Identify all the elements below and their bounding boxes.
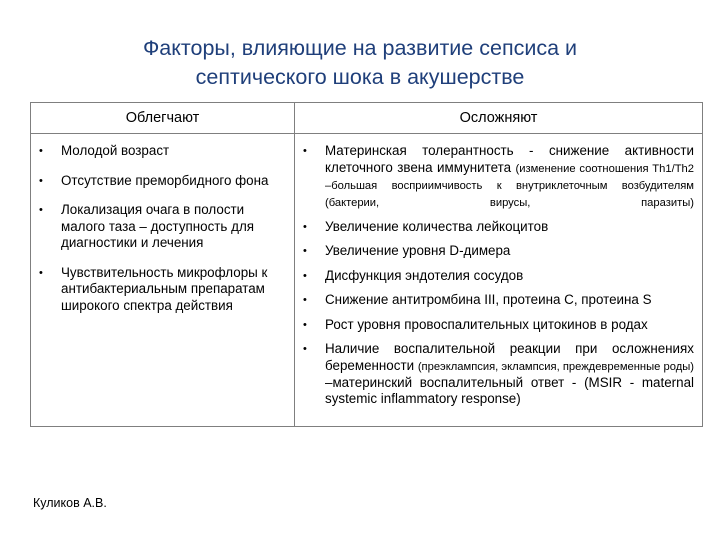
list-item <box>37 265 286 315</box>
author-credit: Куликов А.В. <box>33 496 107 510</box>
list-item <box>37 202 286 252</box>
list-item <box>301 143 694 211</box>
factor-text: Локализация очага в полости малого таза – доступность для диагностики и лечения <box>61 202 255 250</box>
factor-text: Чувствительность микрофлоры к антибактериальным препаратам широкого спектра действия <box>61 264 268 313</box>
factor-note: (преэклампсия, эклампсия, преждевременные роды) <box>417 360 694 373</box>
bullet-icon: • <box>303 145 307 157</box>
facilitating-factors-list <box>31 134 294 337</box>
title-line-2: септического шока в акушерстве <box>195 65 525 89</box>
header-facilitate: Облегчают <box>31 103 295 134</box>
factor-text: Увеличение количества лейкоцитов <box>325 218 549 234</box>
factor-tail: –материнский воспалительный ответ - (MSIR - maternal systemic inflammatory response) <box>325 374 694 406</box>
slide-title <box>20 34 700 92</box>
bullet-icon: • <box>303 220 307 233</box>
list-item <box>301 243 694 260</box>
bullet-icon: • <box>303 343 307 355</box>
factor-text: Молодой возраст <box>61 143 170 158</box>
list-item <box>301 268 694 285</box>
bullet-icon: • <box>303 269 307 282</box>
bullet-icon: • <box>39 174 43 187</box>
bullet-icon: • <box>303 318 307 331</box>
list-item <box>301 219 694 236</box>
list-item <box>301 317 694 334</box>
factor-note: (изменение соотношения Th1/Th2 –большая восприимчивость к внутриклеточным возбудителям (бактерии, вирусы, паразиты) <box>325 162 694 209</box>
facilitating-factors-cell <box>31 134 295 427</box>
list-item <box>37 143 286 160</box>
factor-text: Отсутствие преморбидного фона <box>61 172 269 188</box>
bullet-icon: • <box>303 294 307 306</box>
factor-text: Увеличение уровня D-димера <box>325 243 511 258</box>
factor-text: Дисфункция эндотелия сосудов <box>325 267 524 283</box>
factor-text: Наличие воспалительной реакции при осложнениях беременности <box>325 341 694 373</box>
header-complicate: Осложняют <box>295 103 703 134</box>
bullet-icon: • <box>39 145 43 157</box>
bullet-icon: • <box>303 245 307 257</box>
list-item <box>301 292 694 309</box>
complicating-factors-list <box>295 134 702 426</box>
bullet-icon: • <box>39 266 43 279</box>
title-line-1: Факторы, влияющие на развитие сепсиса и <box>142 36 578 60</box>
list-item <box>301 341 694 408</box>
factors-table <box>30 102 703 427</box>
table-header-row <box>31 103 703 134</box>
table-row <box>31 134 703 427</box>
complicating-factors-cell <box>295 134 703 427</box>
factor-text: Снижение антитромбина III, протеина C, протеина S <box>325 292 652 307</box>
list-item <box>37 173 286 190</box>
bullet-icon: • <box>39 204 43 216</box>
factor-text: Рост уровня провоспалительных цитокинов в родах <box>325 316 648 332</box>
factor-text: Материнская толерантность - снижение активности клеточного звена иммунитета <box>325 143 694 175</box>
